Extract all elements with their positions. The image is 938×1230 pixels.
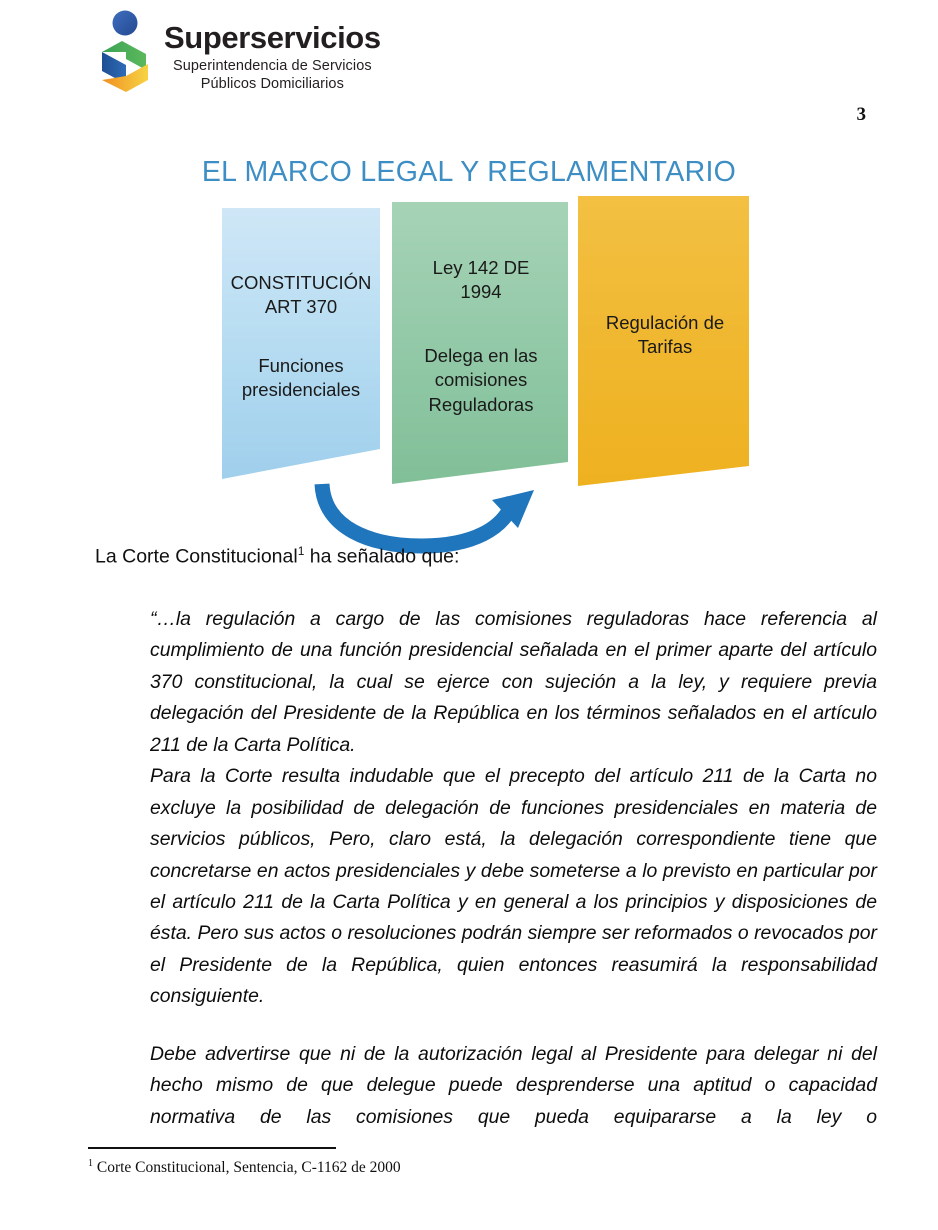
brand-name: Superservicios	[164, 20, 381, 55]
quote-paragraph-1: “…la regulación a cargo de las comisiones reguladoras hace referencia al cumplimiento de una función presidencial señalada en el primer aparte del artículo 370 constitucional, la cual se ejerce con sujeción a la ley, y requiere previa delegación del Presidente de la República en los términos señalados en el artículo 211 de la Carta Política.	[150, 608, 877, 756]
diagram-title: EL MARCO LEGAL Y REGLAMENTARIO	[201, 156, 737, 188]
footnote-number: 1	[88, 1158, 93, 1169]
lead-text: La Corte Constitucional	[95, 545, 298, 568]
page-number: 3	[856, 104, 866, 125]
footnote-separator	[88, 1147, 336, 1149]
diagram-shape-constitucion	[222, 208, 380, 479]
constitucion-heading-line2: ART 370	[264, 296, 338, 318]
brand-subtitle-line2: Públicos Domiciliarios	[200, 76, 344, 93]
ley142-heading-line2: 1994	[460, 281, 502, 303]
shape-label-regulacion-heading	[582, 311, 748, 360]
shape-label-ley142-body	[398, 344, 564, 417]
lead-paragraph	[95, 544, 459, 569]
footnote-marker: 1	[297, 544, 305, 558]
quote-paragraph-2: Para la Corte resulta indudable que el precepto del artículo 211 de la Carta no excluye la posibilidad de delegación de funciones presidenciales en materia de servicios públicos, Pero, claro está, la delegación correspondiente tiene que concretarse en actos presidenciales y debe someterse a lo previsto en particular por el artículo 211 de la Carta Política y en general a los principios y disposiciones de ésta. Pero sus actos o resoluciones podrán siempre ser reformados o revocados por el Presidente de la República, quien entonces reasumirá la responsabilidad consiguiente.	[150, 765, 877, 1008]
footnote	[88, 1158, 401, 1177]
regulacion-heading-line1: Regulación de	[605, 312, 725, 333]
diagram-shape-ley-142	[392, 202, 568, 484]
regulacion-heading-line2: Tarifas	[637, 336, 693, 358]
quote-block	[150, 604, 877, 1133]
shape-label-ley142-heading	[398, 256, 564, 305]
brand-text	[164, 8, 381, 94]
shape-label-constitucion-heading	[222, 271, 380, 320]
constitucion-body-line1: Funciones	[258, 355, 344, 376]
superservicios-logo-icon	[92, 8, 154, 104]
constitucion-body-line2: presidenciales	[241, 379, 361, 401]
constitucion-heading-line1: CONSTITUCIÓN	[230, 272, 372, 293]
shape-label-constitucion-body	[222, 354, 380, 403]
footnote-text: Corte Constitucional, Sentencia, C-1162 de 2000	[93, 1159, 401, 1177]
ley142-body-line2: comisiones	[434, 369, 528, 391]
quote-paragraph-3: Debe advertirse que ni de la autorización legal al Presidente para delegar ni del hecho mismo de que delegue puede desprenderse una aptitud o capacidad normativa de las comisiones que pueda equipararse a la ley o	[150, 1042, 877, 1128]
ley142-heading-line1: Ley 142 DE	[432, 257, 530, 278]
lead-text-after: ha señalado que:	[304, 545, 460, 568]
brand-subtitle-line1: Superintendencia de Servicios	[172, 57, 372, 74]
letterhead	[92, 8, 381, 104]
legal-framework-diagram	[0, 156, 938, 556]
ley142-body-line1: Delega en las	[424, 345, 538, 366]
ley142-body-line3: Reguladoras	[428, 393, 534, 415]
